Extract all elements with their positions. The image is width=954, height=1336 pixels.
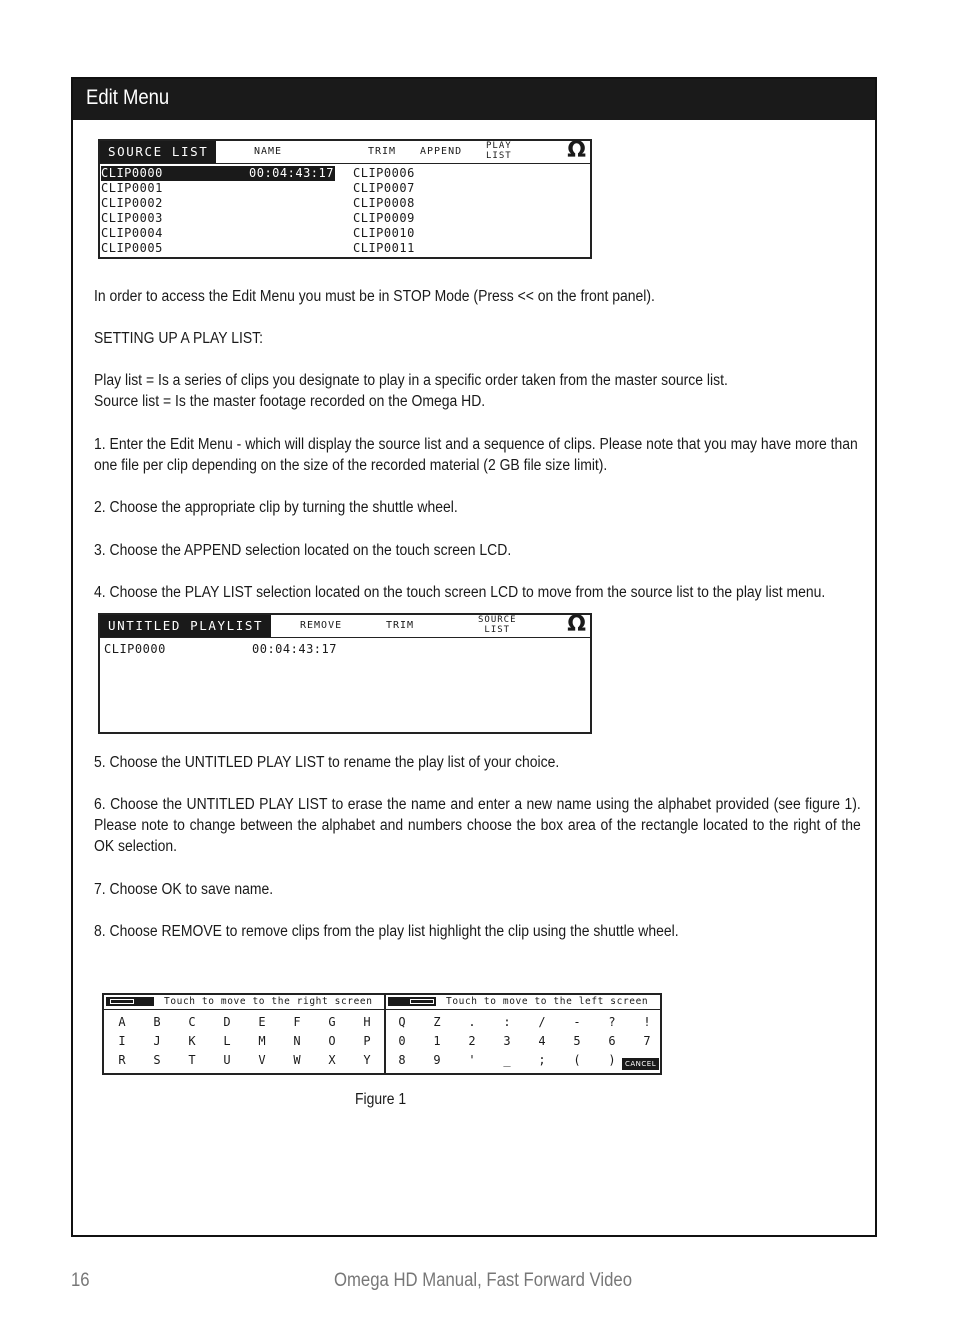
key-button[interactable]: M [258, 1034, 266, 1048]
play-list-label-1: PLAY [486, 141, 512, 151]
key-button[interactable]: T [188, 1053, 196, 1067]
list-item[interactable]: CLIP0002 [101, 196, 163, 210]
key-button[interactable]: H [363, 1015, 371, 1029]
key-button[interactable]: ! [643, 1015, 651, 1029]
paragraph: 5. Choose the UNTITLED PLAY LIST to rename the play list of your choice. [94, 754, 560, 771]
key-button[interactable]: . [468, 1015, 476, 1029]
list-item[interactable]: CLIP0005 [101, 241, 163, 255]
key-button[interactable]: ; [538, 1053, 546, 1067]
list-item[interactable]: CLIP0008 [353, 196, 415, 210]
list-item[interactable]: CLIP0011 [353, 241, 415, 255]
list-item[interactable]: CLIP0007 [353, 181, 415, 195]
trim-button[interactable]: TRIM [368, 146, 397, 157]
paragraph-heading: SETTING UP A PLAY LIST: [94, 330, 264, 347]
source-list-title[interactable]: SOURCE LIST [100, 141, 216, 163]
list-item[interactable]: CLIP0004 [101, 226, 163, 240]
section-header [73, 79, 875, 120]
playlist-header [100, 612, 590, 638]
key-button[interactable]: J [153, 1034, 161, 1048]
key-button[interactable]: ' [468, 1053, 476, 1067]
screen-toggle-icon[interactable] [388, 997, 436, 1006]
page-number: 16 [71, 1270, 90, 1291]
play-list-label-2: LIST [486, 151, 512, 161]
paragraph: 6. Choose the UNTITLED PLAY LIST to erase the name and enter a new name using the alphabet provided (see figure 1). Please note to change between the alphabet and numbers choose the box area of the rectangle located to the right of the OK selection. [94, 796, 861, 855]
key-button[interactable]: B [153, 1015, 161, 1029]
key-button[interactable]: K [188, 1034, 196, 1048]
list-item[interactable]: CLIP0006 [353, 166, 415, 180]
key-button[interactable]: 5 [573, 1034, 581, 1048]
list-item[interactable]: CLIP0010 [353, 226, 415, 240]
left-hint: Touch to move to the right screen [164, 996, 373, 1007]
append-button[interactable]: APPEND [420, 146, 463, 157]
key-button[interactable]: D [223, 1015, 231, 1029]
playlist-title[interactable]: UNTITLED PLAYLIST [100, 615, 271, 637]
key-button[interactable]: G [328, 1015, 336, 1029]
key-button[interactable]: I [118, 1034, 126, 1048]
playlist-screen [98, 613, 592, 734]
clip-time: 00:04:43:17 [249, 166, 334, 180]
key-button[interactable]: 0 [398, 1034, 406, 1048]
paragraph: In order to access the Edit Menu you must be in STOP Mode (Press << on the front panel). [94, 288, 655, 305]
key-button[interactable]: Y [363, 1053, 371, 1067]
paragraph: 3. Choose the APPEND selection located on the touch screen LCD. [94, 542, 512, 559]
paragraph: Source list = Is the master footage recorded on the Omega HD. [94, 393, 486, 410]
key-button[interactable]: N [293, 1034, 301, 1048]
paragraph: 8. Choose REMOVE to remove clips from the play list highlight the clip using the shuttle wheel. [94, 923, 679, 940]
key-button[interactable]: 1 [433, 1034, 441, 1048]
key-button[interactable]: S [153, 1053, 161, 1067]
clip-name: CLIP0000 [104, 642, 166, 656]
figure-caption: Figure 1 [355, 1091, 407, 1108]
key-button[interactable]: 7 [643, 1034, 651, 1048]
remove-button[interactable]: REMOVE [300, 620, 343, 631]
trim-button[interactable]: TRIM [386, 620, 415, 631]
omega-icon[interactable]: Ω [567, 612, 586, 637]
source-list-button[interactable] [478, 615, 517, 635]
key-button[interactable]: / [538, 1015, 546, 1029]
right-hint: Touch to move to the left screen [446, 996, 649, 1007]
list-item[interactable]: CLIP0003 [101, 211, 163, 225]
source-list-header [100, 138, 590, 164]
keyboard-left-screen [104, 995, 386, 1073]
source-list-label-2: LIST [484, 625, 511, 635]
key-button[interactable]: ) [608, 1053, 616, 1067]
key-button[interactable]: C [188, 1015, 196, 1029]
source-list-screen [98, 139, 592, 259]
key-button[interactable]: - [573, 1015, 581, 1029]
key-button[interactable]: W [293, 1053, 301, 1067]
key-button[interactable]: Q [398, 1015, 406, 1029]
paragraph: Play list = Is a series of clips you designate to play in a specific order taken from the master source list. [94, 372, 728, 389]
key-button[interactable]: U [223, 1053, 231, 1067]
key-button[interactable]: A [118, 1015, 126, 1029]
key-button[interactable]: F [293, 1015, 301, 1029]
key-button[interactable]: E [258, 1015, 266, 1029]
paragraph: 4. Choose the PLAY LIST selection located on the touch screen LCD to move from the source list to the play list menu. [94, 584, 826, 601]
list-item[interactable]: CLIP0001 [101, 181, 163, 195]
keyboard-figure [102, 993, 662, 1075]
key-button[interactable]: 3 [503, 1034, 511, 1048]
section-title: Edit Menu [86, 86, 170, 109]
clip-time: 00:04:43:17 [252, 642, 337, 656]
key-button[interactable]: Z [433, 1015, 441, 1029]
key-button[interactable]: ( [573, 1053, 581, 1067]
source-list-label-1: SOURCE [478, 615, 517, 625]
list-item[interactable] [104, 642, 344, 657]
key-button[interactable]: V [258, 1053, 266, 1067]
key-button[interactable]: 2 [468, 1034, 476, 1048]
key-button[interactable]: R [118, 1053, 126, 1067]
key-button[interactable]: 4 [538, 1034, 546, 1048]
key-button[interactable]: O [328, 1034, 336, 1048]
screen-toggle-icon[interactable] [106, 997, 154, 1006]
paragraph: 7. Choose OK to save name. [94, 881, 274, 898]
paragraph: 1. Enter the Edit Menu - which will display the source list and a sequence of clips. Please note that you may have more than one file per clip depending on the size of the recorded material (2 GB file size limit). [94, 436, 858, 474]
paragraph: 2. Choose the appropriate clip by turning the shuttle wheel. [94, 499, 458, 516]
list-item[interactable] [101, 166, 335, 181]
key-button[interactable]: : [503, 1015, 511, 1029]
keyboard-left-header[interactable] [104, 995, 384, 1010]
omega-icon[interactable]: Ω [567, 138, 586, 163]
keyboard-right-screen [386, 995, 660, 1073]
key-button[interactable]: _ [503, 1053, 511, 1067]
manual-title: Omega HD Manual, Fast Forward Video [334, 1270, 632, 1291]
play-list-button[interactable] [486, 141, 512, 161]
cancel-button[interactable]: CANCEL [622, 1058, 659, 1070]
key-button[interactable]: 9 [433, 1053, 441, 1067]
keyboard-right-header[interactable] [386, 995, 660, 1010]
key-button[interactable]: ? [608, 1015, 616, 1029]
list-item[interactable]: CLIP0009 [353, 211, 415, 225]
clip-name: CLIP0000 [101, 166, 163, 180]
name-button[interactable]: NAME [254, 146, 283, 157]
key-button[interactable]: X [328, 1053, 336, 1067]
key-button[interactable]: P [363, 1034, 371, 1048]
key-button[interactable]: 8 [398, 1053, 406, 1067]
key-button[interactable]: L [223, 1034, 231, 1048]
key-button[interactable]: 6 [608, 1034, 616, 1048]
